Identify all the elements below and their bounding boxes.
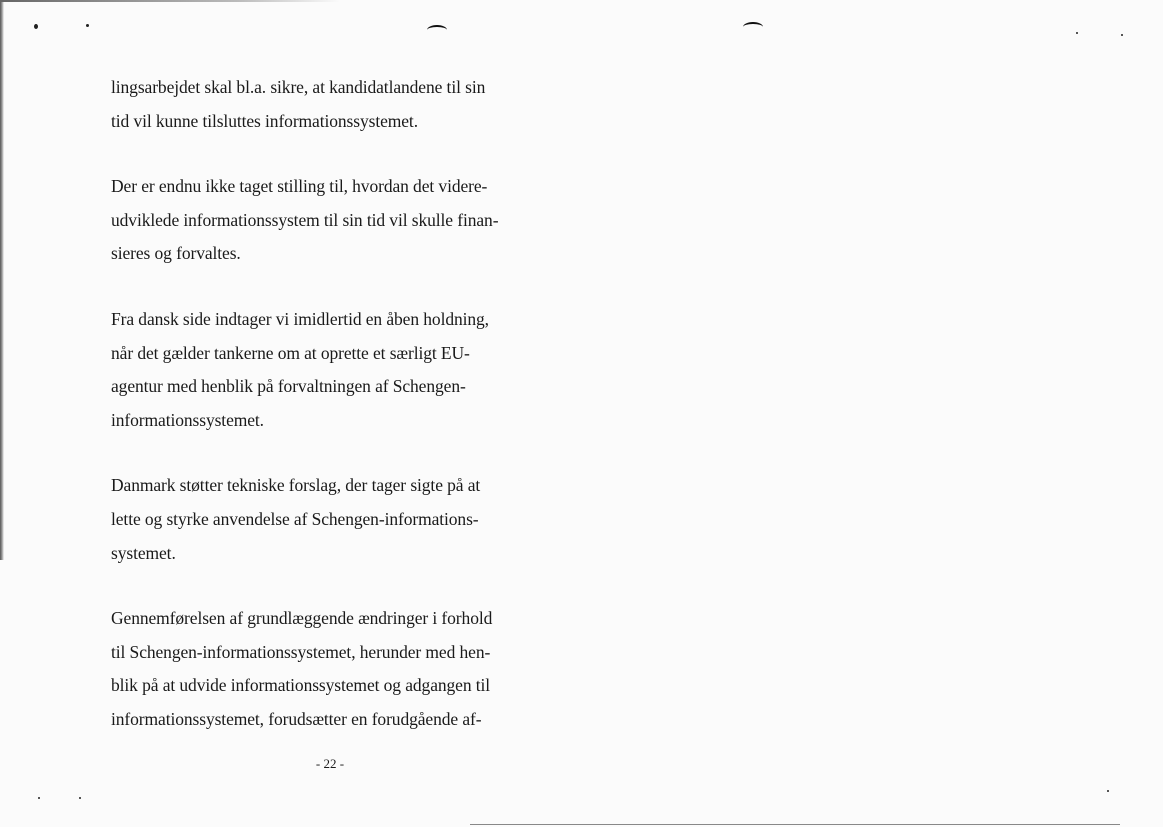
text-line: Danmark støtter tekniske forslag, der tager sigte på at — [111, 475, 481, 496]
scan-speck — [1076, 32, 1078, 34]
text-line: agentur med henblik på forvaltningen af Schengen- — [111, 376, 466, 397]
text-line: udviklede informationssystem til sin tid vil skulle finan- — [111, 209, 499, 230]
text-line: Der er endnu ikke taget stilling til, hvordan det videre- — [111, 176, 488, 197]
scan-speck — [86, 24, 89, 27]
text-line: Fra dansk side indtager vi imidlertid en åben holdning, — [111, 308, 489, 329]
text-line: informationssystemet. — [111, 409, 264, 430]
text-line: sieres og forvaltes. — [111, 243, 241, 264]
paragraph-2 — [111, 170, 571, 271]
text-line: tid vil kunne tilsluttes informationssystemet. — [111, 110, 418, 131]
text-line: lette og styrke anvendelse af Schengen-informations- — [111, 508, 479, 529]
scan-speck — [38, 797, 40, 799]
paragraph-1 — [111, 71, 571, 138]
text-line: Gennemførelsen af grundlæggende ændringer i forhold — [111, 608, 493, 629]
scan-speck — [34, 24, 38, 29]
document-body — [111, 71, 571, 769]
paragraph-5 — [111, 602, 571, 736]
scan-speck — [79, 797, 81, 799]
text-line: systemet. — [111, 542, 176, 563]
text-line: lingsarbejdet skal bl.a. sikre, at kandidatlandene til sin — [111, 77, 486, 97]
text-line: til Schengen-informationssystemet, herunder med hen- — [111, 641, 491, 662]
scan-edge-left — [0, 0, 4, 560]
page-number: - 22 - — [315, 756, 345, 771]
scan-speck — [1107, 790, 1109, 792]
scan-edge-bottom — [470, 824, 1120, 825]
paragraph-3 — [111, 303, 571, 437]
paragraph-4 — [111, 469, 571, 570]
scan-edge-top — [0, 0, 340, 2]
punch-hole-mark-left — [427, 25, 447, 35]
text-line: informationssystemet, forudsætter en forudgående af- — [111, 708, 482, 729]
text-line: når det gælder tankerne om at oprette et særligt EU- — [111, 342, 470, 363]
scan-speck — [1121, 34, 1123, 36]
text-line: blik på at udvide informationssystemet og adgangen til — [111, 675, 491, 696]
punch-hole-mark-right — [743, 22, 763, 32]
